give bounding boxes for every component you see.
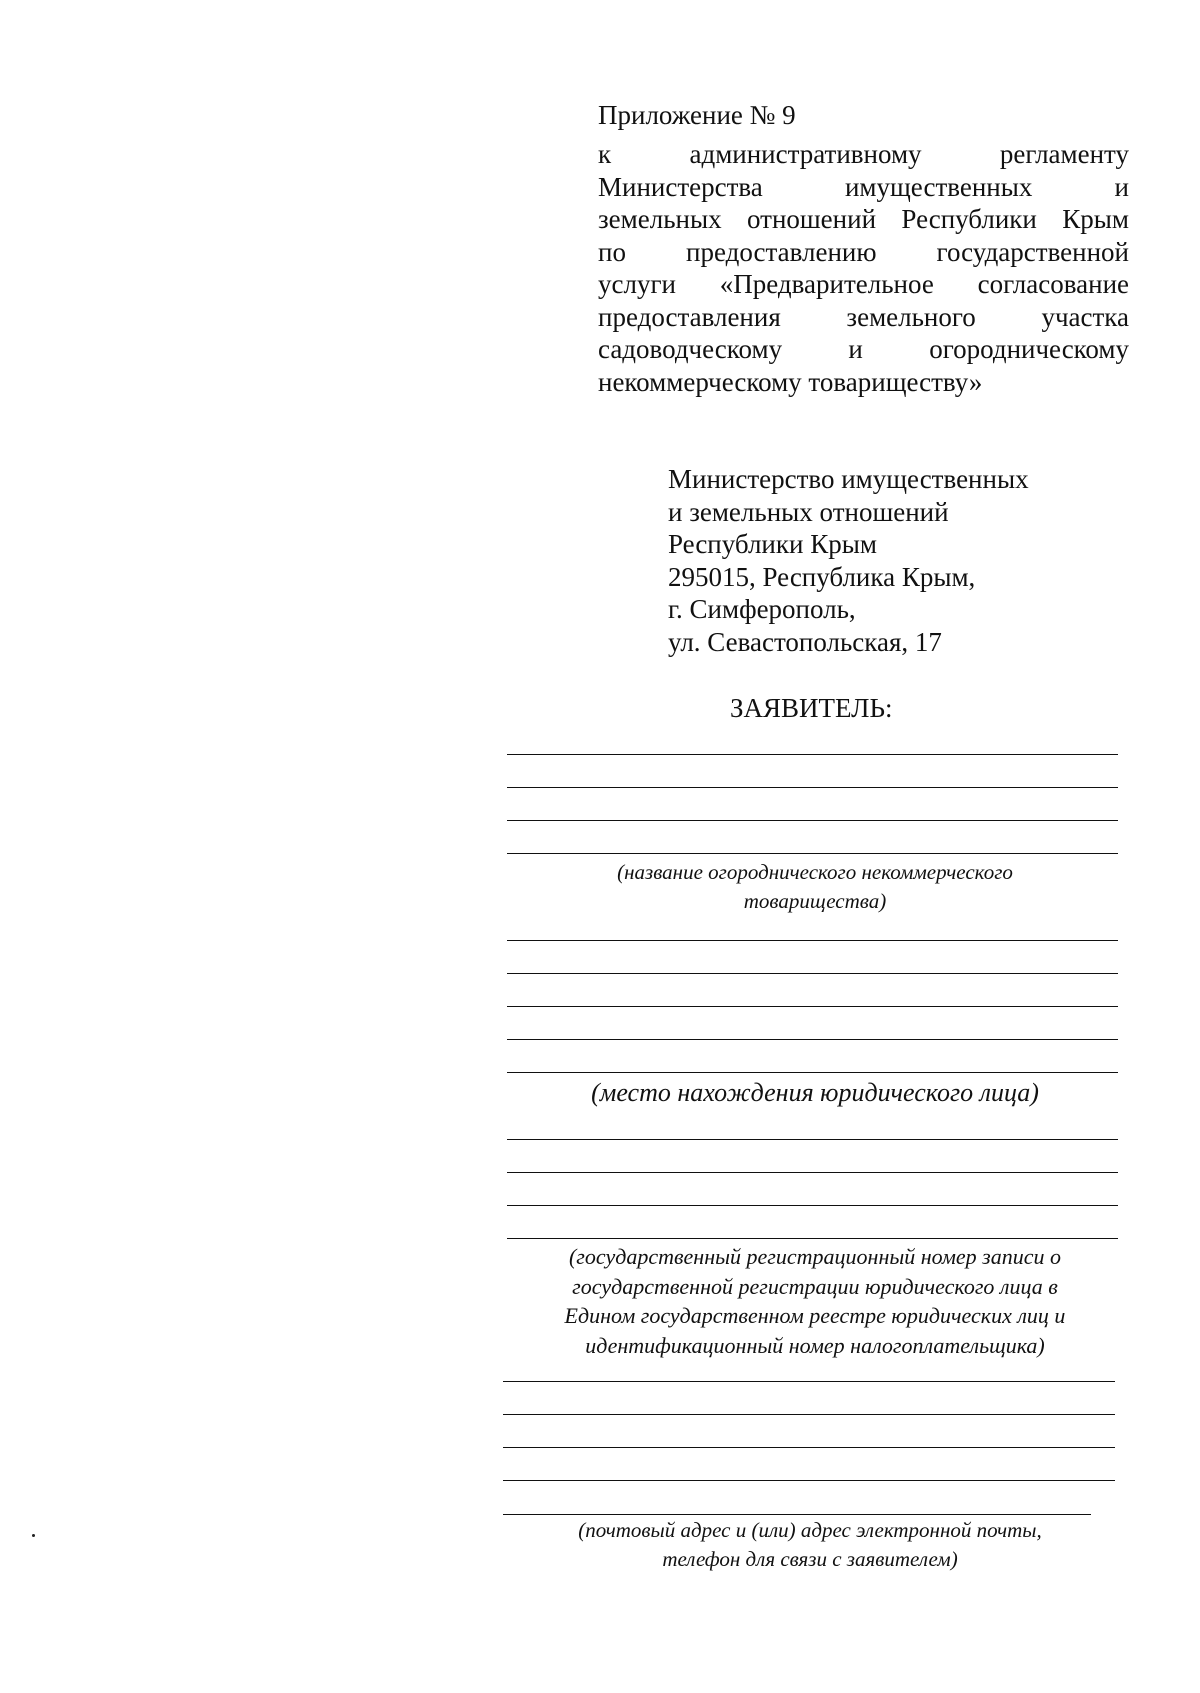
org-name-blank-line[interactable] xyxy=(507,787,1118,788)
contacts-caption: (почтовый адрес и (или) адрес электронной почты, телефон для связи с заявителем) xyxy=(578,1518,1042,1571)
appendix-line: земельных отношений Республики Крым xyxy=(598,204,1129,234)
appendix-line: предоставления земельного участка xyxy=(598,301,1129,332)
org-name-blank-line[interactable] xyxy=(507,754,1118,755)
registration-blank-line[interactable] xyxy=(507,1238,1118,1239)
contacts-blank-line[interactable] xyxy=(503,1381,1115,1382)
location-blank-line[interactable] xyxy=(507,1072,1118,1073)
appendix-line: по предоставлению государственной xyxy=(598,236,1129,267)
appendix-line: к административному регламенту xyxy=(598,139,1129,169)
location-blank-line[interactable] xyxy=(507,1006,1118,1007)
org-name-caption: (название огороднического некоммерческого товарищества) xyxy=(617,860,1013,913)
registration-caption: (государственный регистрационный номер записи о государственной регистрации юридического лица в Едином государственном реестре юридических лиц и идентификационный номер налогоплательщика) xyxy=(564,1244,1066,1358)
contacts-blank-line[interactable] xyxy=(503,1514,1091,1515)
addressee-line: и земельных отношений xyxy=(668,496,949,527)
contacts-blank-line[interactable] xyxy=(503,1480,1115,1481)
addressee-line: 295015, Республика Крым, xyxy=(668,561,976,592)
scan-speck xyxy=(32,1534,35,1537)
appendix-line: некоммерческому товариществу» xyxy=(598,366,983,397)
addressee-line: Министерство имущественных xyxy=(668,464,1029,494)
appendix-text xyxy=(598,138,1129,398)
appendix-line: услуги «Предварительное согласование xyxy=(598,269,1129,299)
addressee-line: Республики Крым xyxy=(668,529,877,559)
location-blank-line[interactable] xyxy=(507,973,1118,974)
addressee-block xyxy=(668,463,1029,658)
appendix-line: садоводческому и огородническому xyxy=(598,334,1129,364)
contacts-blank-line[interactable] xyxy=(503,1414,1115,1415)
org-name-blank-line[interactable] xyxy=(507,820,1118,821)
addressee-line: ул. Севастопольская, 17 xyxy=(668,626,942,657)
location-caption: (место нахождения юридического лица) xyxy=(591,1078,1039,1107)
registration-blank-line[interactable] xyxy=(507,1205,1118,1206)
registration-blank-line[interactable] xyxy=(507,1139,1118,1140)
appendix-line: Министерства имущественных и xyxy=(598,171,1129,202)
contacts-blank-line[interactable] xyxy=(503,1447,1115,1448)
appendix-title: Приложение № 9 xyxy=(598,100,796,130)
location-blank-line[interactable] xyxy=(507,1039,1118,1040)
addressee-line: г. Симферополь, xyxy=(668,594,856,624)
location-blank-line[interactable] xyxy=(507,940,1118,941)
registration-blank-line[interactable] xyxy=(507,1172,1118,1173)
org-name-blank-line[interactable] xyxy=(507,853,1118,854)
applicant-heading: ЗАЯВИТЕЛЬ: xyxy=(730,693,893,723)
